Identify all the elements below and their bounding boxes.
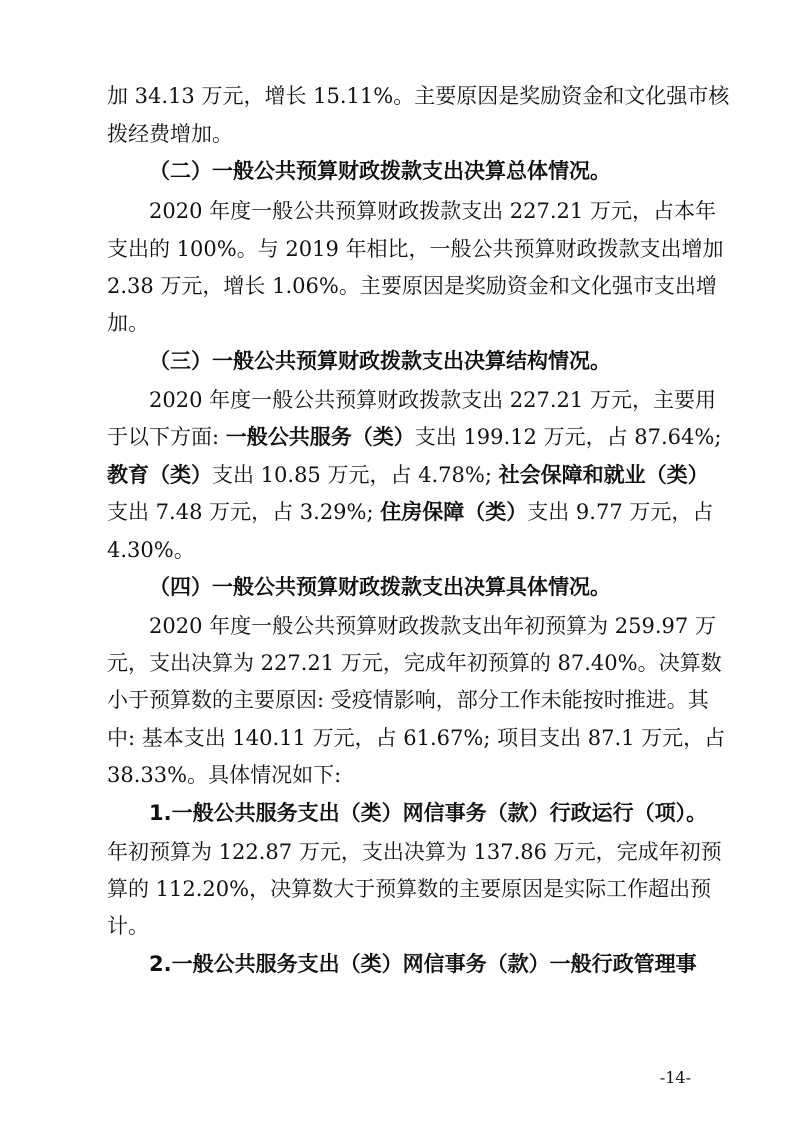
body-text-line: 计。 (107, 914, 149, 938)
text-span: 于以下方面: (107, 425, 226, 449)
body-text-line (107, 423, 722, 451)
item-heading-1: 1.一般公共服务支出（类）网信事务（款）行政运行（项）。 (149, 801, 708, 825)
body-text-line: 2.38 万元，增长 1.06%。主要原因是奖励资金和文化强市支出增 (107, 274, 717, 298)
body-text-line: 2020 年度一般公共预算财政拨款支出 227.21 万元，主要用 (149, 388, 716, 412)
body-text-line: 支出的 100%。与 2019 年相比，一般公共预算财政拨款支出增加 (107, 237, 724, 261)
body-text-line (107, 461, 709, 489)
text-span: 支出 7.48 万元，占 3.29%; (107, 500, 381, 524)
body-text-line: 小于预算数的主要原因: 受疫情影响，部分工作未能按时推进。其 (107, 688, 709, 712)
body-text-line (107, 498, 714, 526)
category-term: 教育（类） (107, 463, 212, 487)
item-heading-2: 2.一般公共服务支出（类）网信事务（款）一般行政管理事 (149, 952, 697, 976)
category-term: 住房保障（类） (380, 500, 528, 524)
body-text-line: 加 34.13 万元，增长 15.11%。主要原因是奖励资金和文化强市核 (107, 84, 730, 108)
body-text-line: 38.33%。具体情况如下: (107, 763, 342, 787)
text-span: 支出 10.85 万元，占 4.78%; (212, 463, 499, 487)
category-term: 社会保障和就业（类） (498, 463, 709, 487)
body-text-line: 2020 年度一般公共预算财政拨款支出 227.21 万元，占本年 (149, 199, 716, 223)
text-span: 支出 199.12 万元，占 87.64%; (414, 425, 722, 449)
body-text-line: 元，支出决算为 227.21 万元，完成年初预算的 87.40%。决算数 (107, 651, 722, 675)
text-span: 支出 9.77 万元，占 (527, 500, 714, 524)
section-heading-4: （四）一般公共预算财政拨款支出决算具体情况。 (149, 575, 611, 599)
body-text-line: 加。 (107, 311, 149, 335)
body-text-line: 年初预算为 122.87 万元，支出决算为 137.86 万元，完成年初预 (107, 840, 722, 864)
category-term: 一般公共服务（类） (225, 425, 415, 449)
body-text-line: 中: 基本支出 140.11 万元，占 61.67%; 项目支出 87.1 万元，占 (107, 726, 726, 750)
body-text-line: 4.30%。 (107, 538, 195, 562)
section-heading-2: （二）一般公共预算财政拨款支出决算总体情况。 (149, 159, 611, 183)
page-number: -14- (659, 1068, 691, 1087)
body-text-line: 2020 年度一般公共预算财政拨款支出年初预算为 259.97 万 (149, 614, 716, 638)
body-text-line: 拨经费增加。 (107, 122, 233, 146)
section-heading-3: （三）一般公共预算财政拨款支出决算结构情况。 (149, 349, 611, 373)
body-text-line: 算的 112.20%，决算数大于预算数的主要原因是实际工作超出预 (107, 877, 712, 901)
